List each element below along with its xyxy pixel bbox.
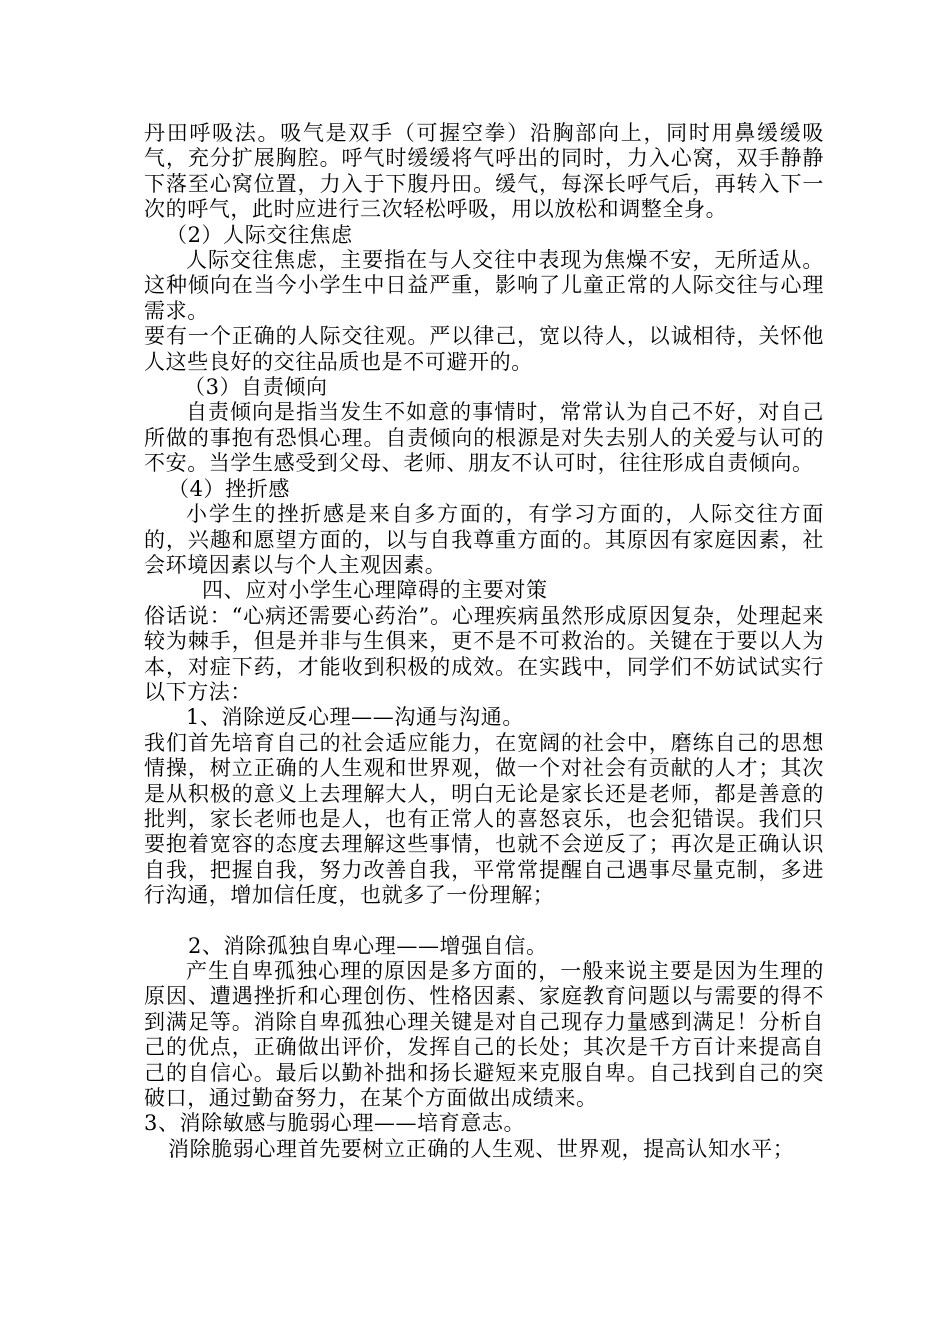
paragraph-sensitivity: 消除脆弱心理首先要树立正确的人生观、世界观，提高认知水平； <box>168 1136 795 1161</box>
paragraph-loneliness: 产生自卑孤独心理的原因是多方面的，一般来说主要是因为生理的原因、遭遇挫折和心理创伤、性格因素、家庭教育问题以与需要的得不到满足等。消除自卑孤独心理关键是对自己现存力量感到满足！分析自己的优点，正确做出评价，发挥自己的长处；其次是千方百计来提高自己的自信心。最后以勤补拙和扬长避短来克服自卑。自己找到自己的突破口，通过勤奋努力，在某个方面做出成绩来。 <box>144 959 824 1111</box>
heading-frustration: （4）挫折感 <box>168 476 290 501</box>
paragraph-self-blame: 自责倾向是指当发生不如意的事情时，常常认为自己不好，对自己所做的事抱有恐惧心理。自责倾向的根源是对失去别人的关爱与认可的不安。当学生感受到父母、老师、朋友不认可时，往往形成自责倾向。 <box>144 400 824 476</box>
paragraph-frustration: 小学生的挫折感是来自多方面的，有学习方面的，人际交往方面的，兴趣和愿望方面的，以与自我尊重方面的。其原因有家庭因素，社会环境因素以与个人主观因素。 <box>144 502 824 577</box>
heading-self-blame: （3）自责倾向 <box>184 375 328 400</box>
paragraph-interpersonal-view: 要有一个正确的人际交往观。严以律己，宽以待人，以诚相待，关怀他人这些良好的交往品质也是不可避开的。 <box>144 324 824 374</box>
item-heading-loneliness: 2、消除孤独自卑心理——增强自信。 <box>188 933 548 958</box>
paragraph-interpersonal-anxiety: 人际交往焦虑，主要指在与人交往中表现为焦燥不安，无所适从。这种倾向在当今小学生中日益严重，影响了儿童正常的人际交往与心理需求。 <box>144 248 824 323</box>
blank-line <box>144 909 824 934</box>
heading-interpersonal-anxiety: （2）人际交往焦虑 <box>166 222 353 247</box>
paragraph-rebellion: 我们首先培育自己的社会适应能力，在宽阔的社会中，磨练自己的思想情操，树立正确的人生观和世界观，做一个对社会有贡献的人才；其次是从积极的意义上去理解大人，明白无论是家长还是老师，都是善意的批判，家长老师也是人，也有正常人的喜怒哀乐，也会犯错误。我们只要抱着宽容的态度去理解这些事情，也就不会逆反了；再次是正确认识自我，把握自我，努力改善自我，平常常提醒自己遇事尽量克制，多进行沟通，增加信任度，也就多了一份理解； <box>144 730 824 908</box>
section-heading-countermeasures: 四、应对小学生心理障碍的主要对策 <box>202 578 548 603</box>
item-heading-rebellion: 1、消除逆反心理——沟通与沟通。 <box>186 705 524 730</box>
document-page <box>144 121 824 1162</box>
paragraph-proverb: 俗话说：“心病还需要心药治”。心理疾病虽然形成原因复杂，处理起来较为棘手，但是并非与生俱来，更不是不可救治的。关键在于要以人为本，对症下药，才能收到积极的成效。在实践中，同学们不妨试试实行以下方法： <box>144 603 824 704</box>
paragraph-breathing-method: 丹田呼吸法。吸气是双手（可握空拳）沿胸部向上，同时用鼻缓缓吸气，充分扩展胸腔。呼气时缓缓将气呼出的同时，力入心窝，双手静静下落至心窝位置，力入于下腹丹田。缓气，每深长呼气后，再转入下一次的呼气，此时应进行三次轻松呼吸，用以放松和调整全身。 <box>144 121 824 222</box>
item-heading-sensitivity: 3、消除敏感与脆弱心理——培育意志。 <box>144 1111 526 1136</box>
